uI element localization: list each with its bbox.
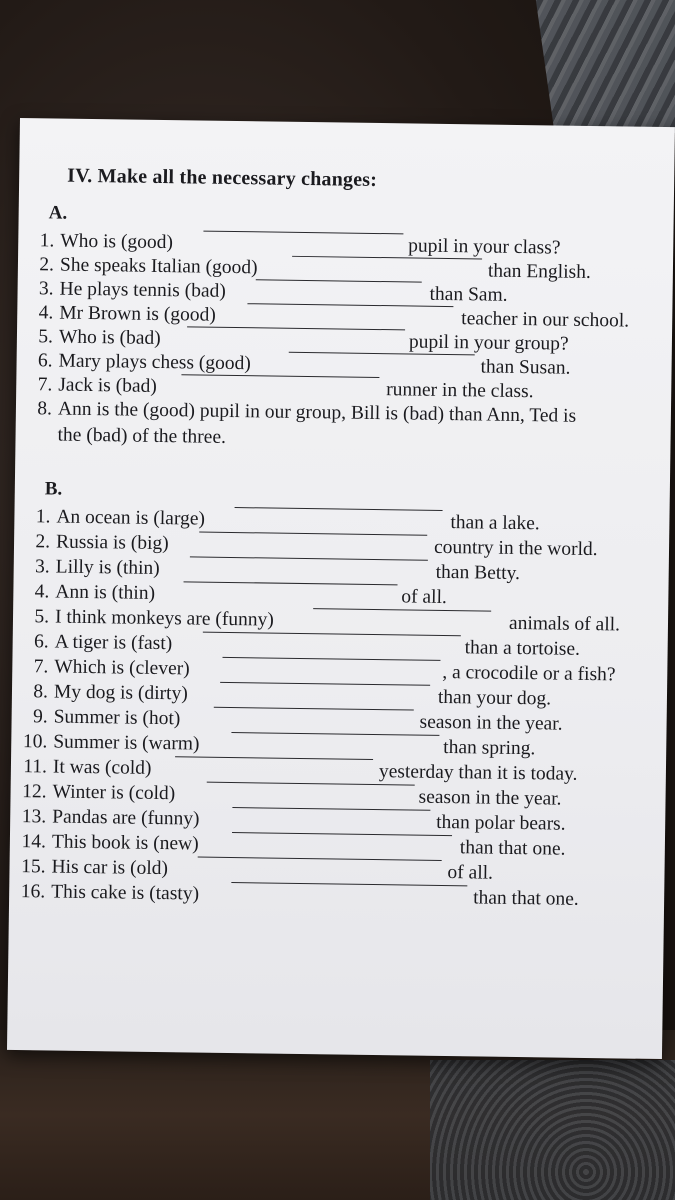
item-number: 1. <box>39 230 55 252</box>
item-prompt: Winter is (cold) <box>52 781 176 805</box>
item-ending: animals of all. <box>508 612 621 636</box>
item-ending: than that one. <box>459 837 566 860</box>
item-number: 7. <box>33 656 49 678</box>
item-number: 15. <box>21 856 46 878</box>
item-ending: season in the year. <box>418 786 562 810</box>
item-number: 3. <box>38 278 54 300</box>
item-number: 2. <box>35 531 51 553</box>
item-ending: than Betty. <box>435 561 521 585</box>
item-prompt: Summer is (warm) <box>53 731 200 755</box>
item-ending: , a crocodile or a fish? <box>442 661 616 686</box>
item-number: 13. <box>21 806 47 828</box>
item-prompt: My dog is (dirty) <box>53 681 188 705</box>
item-ending: yesterday than it is today. <box>378 761 578 785</box>
item-number: 6. <box>33 631 49 653</box>
item-prompt: It was (cold) <box>52 756 152 779</box>
item-ending: than a tortoise. <box>464 637 581 660</box>
item-number: 14. <box>21 831 47 853</box>
item-ending: teacher in our school. <box>461 308 630 332</box>
item-ending: than a lake. <box>450 512 540 535</box>
item-prompt: Who is (good) <box>60 230 174 254</box>
worksheet-title: IV. Make all the necessary changes: <box>67 164 378 191</box>
item-prompt: He plays tennis (bad) <box>59 278 226 302</box>
item-prompt: She speaks Italian (good) <box>59 254 258 279</box>
item-ending: than Susan. <box>480 356 571 379</box>
worksheet-paper <box>7 118 675 1059</box>
item-prompt: His car is (old) <box>51 856 169 880</box>
item-ending: than Sam. <box>429 283 508 306</box>
item-number: 6. <box>37 350 53 372</box>
section-b-label: B. <box>44 478 63 500</box>
item-number: 5. <box>34 606 50 628</box>
item-number: 1. <box>35 506 51 528</box>
item-number: 4. <box>38 302 54 324</box>
answer-blank <box>235 507 443 511</box>
item-prompt: Mary plays chess (good) <box>58 350 251 375</box>
item-ending: pupil in your group? <box>408 331 569 355</box>
item-ending: than English. <box>487 260 591 283</box>
item-prompt: Mr Brown is (good) <box>59 302 216 326</box>
item-prompt: Who is (bad) <box>58 326 161 349</box>
item-number: 7. <box>37 374 53 396</box>
answer-blank <box>203 231 403 235</box>
item-text-line-1: Ann is the (good) pupil in our group, Bill is (bad) than Ann, Ted is <box>57 398 577 427</box>
item-number: 2. <box>39 254 55 276</box>
worksheet-content <box>7 118 675 1059</box>
item-number: 9. <box>32 706 48 728</box>
item-ending: than polar bears. <box>436 811 566 835</box>
item-prompt: Which is (clever) <box>54 656 190 680</box>
section-a-label: A. <box>48 202 68 224</box>
item-prompt: Russia is (big) <box>55 531 169 555</box>
item-ending: country in the world. <box>433 536 598 561</box>
item-prompt: This cake is (tasty) <box>51 881 200 905</box>
item-number: 8. <box>33 681 49 703</box>
item-ending: than that one. <box>473 887 579 910</box>
item-text-line-2: the (bad) of the three. <box>57 424 227 448</box>
item-number: 12. <box>22 781 47 803</box>
item-prompt: Pandas are (funny) <box>52 806 200 830</box>
item-ending: of all. <box>401 586 447 609</box>
item-ending: than spring. <box>443 736 536 760</box>
item-prompt: Jack is (bad) <box>58 374 157 397</box>
item-prompt: Lilly is (thin) <box>55 556 160 579</box>
item-prompt: This book is (new) <box>51 831 199 855</box>
item-prompt: Ann is (thin) <box>55 581 156 604</box>
item-number: 11. <box>23 756 48 778</box>
item-ending: pupil in your class? <box>408 235 561 259</box>
item-ending: of all. <box>447 862 494 884</box>
item-prompt: Summer is (hot) <box>53 706 181 730</box>
item-prompt: I think monkeys are (funny) <box>54 606 274 631</box>
item-ending: season in the year. <box>419 711 563 735</box>
item-number: 3. <box>34 556 50 578</box>
item-number: 10. <box>22 731 48 753</box>
item-prompt: A tiger is (fast) <box>54 631 173 655</box>
item-number: 16. <box>20 881 46 903</box>
item-ending: than your dog. <box>437 686 552 710</box>
item-number: 8. <box>37 398 53 420</box>
item-prompt: An ocean is (large) <box>56 506 206 530</box>
item-number: 5. <box>38 326 54 348</box>
item-number: 4. <box>34 581 50 603</box>
background-carpet <box>430 1060 675 1200</box>
item-ending: runner in the class. <box>386 379 534 403</box>
